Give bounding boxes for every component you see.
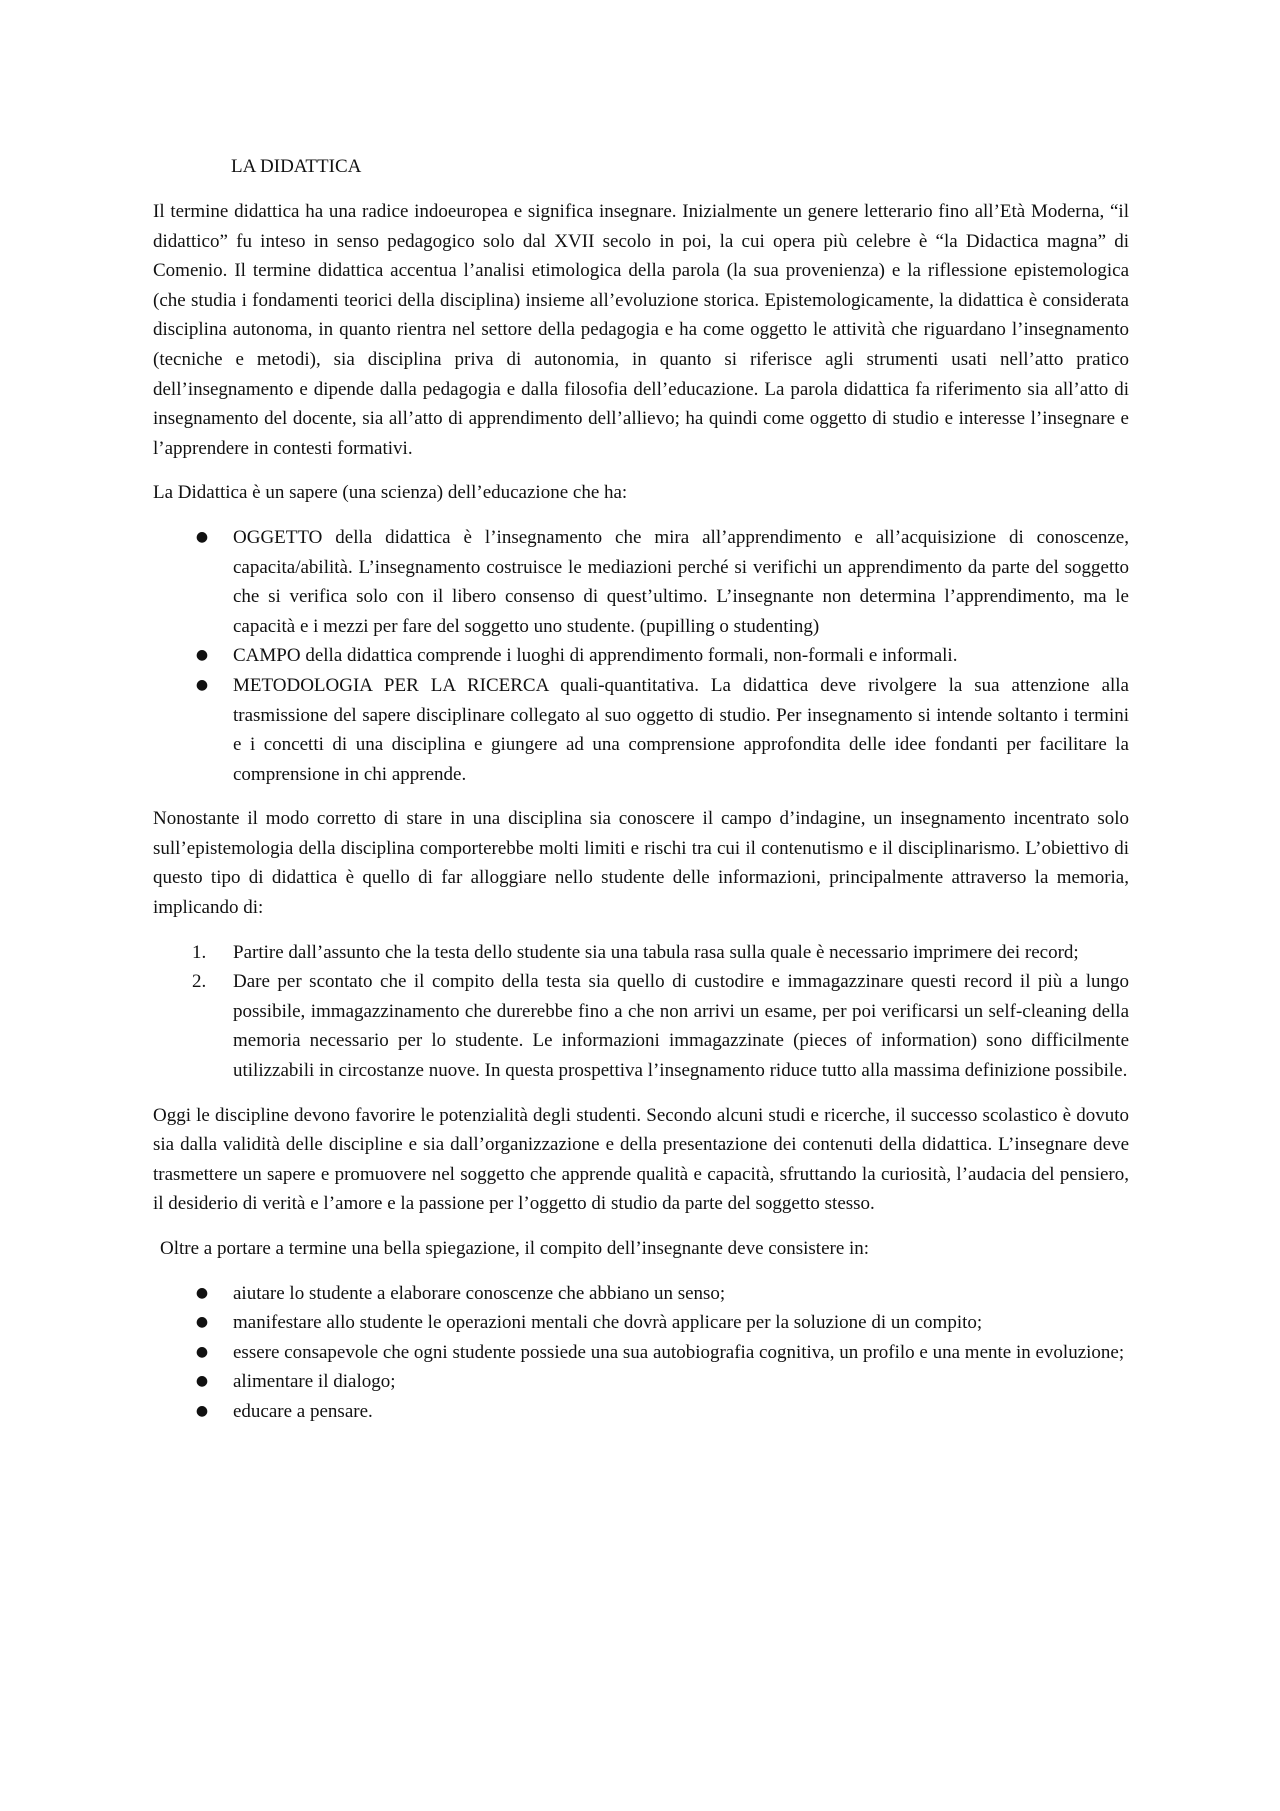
bullet-icon: ●	[195, 1284, 209, 1301]
bullet-icon: ●	[195, 676, 209, 693]
list-number: 2.	[192, 971, 207, 993]
list-item	[153, 671, 1129, 789]
bullet-icon: ●	[195, 647, 209, 664]
bullet-icon: ●	[195, 528, 209, 545]
list-item	[153, 1279, 1129, 1309]
list-item	[153, 1367, 1129, 1397]
list-item-text: Dare per scontato che il compito della testa sia quello di custodire e immagazzinare questi record il più a lungo possibile, immagazzinamento che durerebbe fino a che non arrivi un esame, per poi verificarsi un self-cleaning della memoria necessario per lo studente. Le informazioni immagazzinate (pieces of information) sono difficilmente utilizzabili in circostanze nuove. In questa prospettiva l’insegnamento riduce tutto alla massima definizione possibile.	[233, 971, 1129, 1082]
bullet-icon: ●	[195, 1314, 209, 1331]
list-item-text: aiutare lo studente a elaborare conoscenze che abbiano un senso;	[233, 1282, 726, 1304]
paragraph-intro: Il termine didattica ha una radice indoeuropea e significa insegnare. Inizialmente un genere letterario fino all’Età Moderna, “il didattico” fu inteso in senso pedagogico solo dal XVII secolo in poi, la cui opera più celebre è “la Didactica magna” di Comenio. Il termine didattica accentua l’analisi etimologica della parola (la sua provenienza) e la riflessione epistemologica (che studia i fondamenti teorici della disciplina) insieme all’evoluzione storica. Epistemologicamente, la didattica è considerata disciplina autonoma, in quanto rientra nel settore della pedagogia e ha come oggetto le attività che riguardano l’insegnamento (tecniche e metodi), sia disciplina priva di autonomia, in quanto si riferisce agli strumenti usati nell’atto pratico dell’insegnamento e dipende dalla pedagogia e dalla filosofia dell’educazione. La parola didattica fa riferimento sia all’atto di insegnamento del docente, sia all’atto di apprendimento dell’allievo; ha quindi come oggetto di studio e interesse l’insegnare e l’apprendere in contesti formativi.	[153, 201, 1129, 459]
paragraph-disciplines: Oggi le discipline devono favorire le potenzialità degli studenti. Secondo alcuni studi e ricerche, il successo scolastico è dovuto sia dalla validità delle discipline e sia dall’organizzazione e della presentazione dei contenuti della didattica. L’insegnare deve trasmettere un sapere e promuovere nel soggetto che apprende qualità e capacità, sfruttando la curiosità, l’audacia del pensiero, il desiderio di verità e l’amore e la passione per l’oggetto di studio da parte del soggetto stesso.	[153, 1104, 1129, 1215]
list-item-text: METODOLOGIA PER LA RICERCA quali-quantitativa. La didattica deve rivolgere la sua attenzione alla trasmissione del sapere disciplinare collegato al suo oggetto di studio. Per insegnamento si intende soltanto i termini e i concetti di una disciplina e giungere ad una comprensione approfondita delle idee fondanti per facilitare la comprensione in chi apprende.	[233, 674, 1129, 785]
list-item	[153, 641, 1129, 671]
bullet-list-teacher-tasks	[153, 1279, 1129, 1427]
document-title: LA DIDATTICA	[231, 156, 362, 177]
bullet-icon: ●	[195, 1402, 209, 1419]
list-item-text: Partire dall’assunto che la testa dello studente sia una tabula rasa sulla quale è necessario imprimere dei record;	[233, 941, 1079, 963]
paragraph-teacher-task: Oltre a portare a termine una bella spiegazione, il compito dell’insegnante deve consistere in:	[160, 1238, 870, 1259]
document-body	[153, 152, 1129, 1442]
list-item-text: alimentare il dialogo;	[233, 1371, 396, 1393]
list-item-text: essere consapevole che ogni studente possiede una sua autobiografia cognitiva, un profilo e una mente in evoluzione;	[233, 1341, 1125, 1363]
list-item	[153, 1308, 1129, 1338]
list-item	[153, 1397, 1129, 1427]
numbered-list-implications	[153, 938, 1129, 1086]
paragraph-definition: La Didattica è un sapere (una scienza) dell’educazione che ha:	[153, 482, 628, 504]
list-number: 1.	[192, 941, 207, 963]
list-item	[153, 967, 1129, 1085]
list-item-text: educare a pensare.	[233, 1400, 373, 1422]
list-item	[153, 1338, 1129, 1368]
list-item	[153, 523, 1129, 641]
list-item-text: manifestare allo studente le operazioni mentali che dovrà applicare per la soluzione di un compito;	[233, 1312, 983, 1334]
bullet-icon: ●	[195, 1373, 209, 1390]
list-item-text: CAMPO della didattica comprende i luoghi di apprendimento formali, non-formali e informali.	[233, 645, 958, 667]
paragraph-limits: Nonostante il modo corretto di stare in una disciplina sia conoscere il campo d’indagine, un insegnamento incentrato solo sull’epistemologia della disciplina comporterebbe molti limiti e rischi tra cui il contenutismo e il disciplinarismo. L’obiettivo di questo tipo di didattica è quello di far alloggiare nello studente delle informazioni, principalmente attraverso la memoria, implicando di:	[153, 808, 1129, 919]
bullet-icon: ●	[195, 1343, 209, 1360]
list-item	[153, 938, 1129, 968]
bullet-list-aspects	[153, 523, 1129, 789]
list-item-text: OGGETTO della didattica è l’insegnamento che mira all’apprendimento e all’acquisizione di conoscenze, capacita/abilità. L’insegnamento costruisce le mediazioni perché si verifichi un apprendimento da parte del soggetto che si verifica solo con il libero consenso di quest’ultimo. L’insegnante non determina l’apprendimento, ma le capacità e i mezzi per fare del soggetto uno studente. (pupilling o studenting)	[233, 526, 1129, 637]
